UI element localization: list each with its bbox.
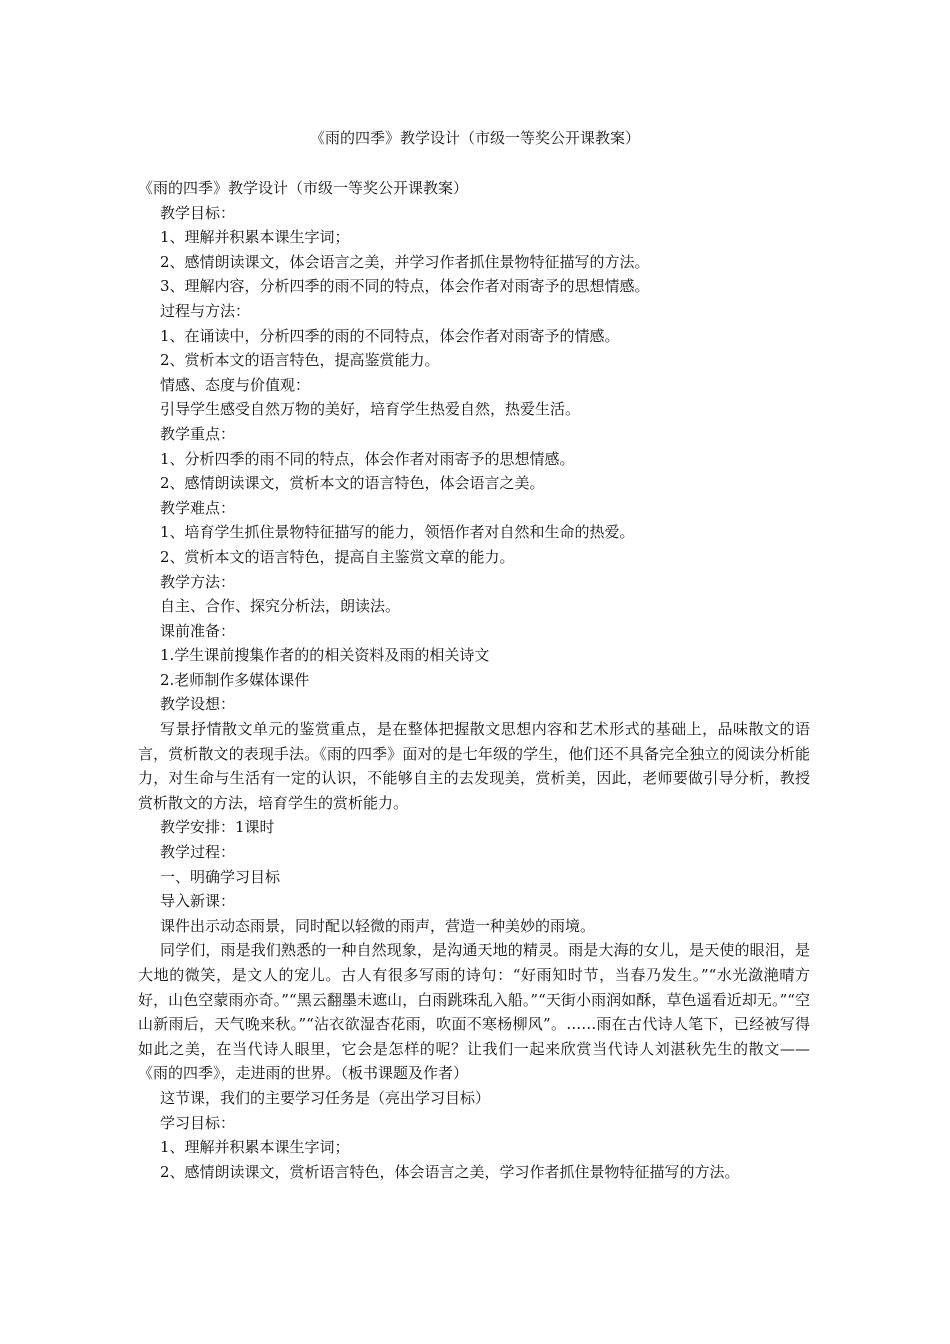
goal-item: 2、感情朗读课文，体会语言之美，并学习作者抓住景物特征描写的方法。 xyxy=(160,252,650,271)
document-heading: 《雨的四季》教学设计（市级一等奖公开课教案） xyxy=(138,179,469,197)
design-paragraph: 写景抒情散文单元的鉴赏重点，是在整体把握散文思想内容和艺术形式的基础上，品味散文的语言，赏析散文的表现手法。《雨的四季》面对的是七年级的学生，他们还不具备完全独立的阅读分析能力，对生命与生活有一定的认识，不能够自主的去发现美，赏析美，因此，老师要做引导分析，教授赏析散文的方法，培育学生的赏析能力。 xyxy=(138,720,810,812)
goal-item: 1、理解并积累本课生字词； xyxy=(160,228,350,247)
process-item: 2、赏析本文的语言特色，提高鉴赏能力。 xyxy=(160,351,440,370)
step-heading: 一、明确学习目标 xyxy=(160,867,281,886)
preparation-item: 1.学生课前搜集作者的的相关资料及雨的相关诗文 xyxy=(160,646,490,665)
page-title: 《雨的四季》教学设计（市级一等奖公开课教案） xyxy=(309,129,640,147)
key-point-item: 2、感情朗读课文，赏析本文的语言特色，体会语言之美。 xyxy=(160,474,545,493)
goal-item: 3、理解内容，分析四季的雨不同的特点，体会作者对雨寄予的思想情感。 xyxy=(160,277,650,296)
section-label-introduction: 导入新课： xyxy=(160,892,236,911)
section-label-difficulties: 教学难点： xyxy=(160,498,236,517)
section-label-learning-goals: 学习目标： xyxy=(160,1113,236,1132)
emotion-item: 引导学生感受自然万物的美好，培育学生热爱自然，热爱生活。 xyxy=(160,400,581,419)
process-item: 1、在诵读中，分析四季的雨的不同特点，体会作者对雨寄予的情感。 xyxy=(160,326,620,345)
intro-line: 课件出示动态雨景，同时配以轻微的雨声，营造一种美妙的雨境。 xyxy=(160,916,596,935)
difficulty-item: 1、培育学生抓住景物特征描写的能力，领悟作者对自然和生命的热爱。 xyxy=(160,523,635,542)
difficulty-item: 2、赏析本文的语言特色，提高自主鉴赏文章的能力。 xyxy=(160,547,515,566)
section-label-process-methods: 过程与方法： xyxy=(160,301,251,320)
key-point-item: 1、分析四季的雨不同的特点，体会作者对雨寄予的思想情感。 xyxy=(160,449,575,468)
intro-paragraph: 同学们，雨是我们熟悉的一种自然现象，是沟通天地的精灵。雨是大海的女儿，是天使的眼泪，是大地的微笑，是文人的宠儿。古人有很多写雨的诗句：“好雨知时节，当春乃发生。”“水光潋滟晴方好，山色空蒙雨亦奇。”“黑云翻墨未遮山，白雨跳珠乱入船。”“天街小雨润如酥，草色遥看近却无。”“空山新雨后，天气晚来秋。”“沾衣欲湿杏花雨，吹面不寒杨柳风”。……雨在古代诗人笔下，已经被写得如此之美，在当代诗人眼里，它会是怎样的呢？让我们一起来欣赏当代诗人刘湛秋先生的散文——《雨的四季》，走进雨的世界。（板书课题及作者） xyxy=(138,941,810,1083)
section-label-preparation: 课前准备： xyxy=(160,621,236,640)
section-label-emotion-values: 情感、态度与价值观： xyxy=(160,375,311,394)
section-label-teaching-methods: 教学方法： xyxy=(160,572,236,591)
section-label-teaching-process: 教学过程： xyxy=(160,843,236,862)
method-item: 自主、合作、探究分析法，朗读法。 xyxy=(160,597,401,616)
document-body xyxy=(138,176,810,1184)
task-line: 这节课，我们的主要学习任务是（亮出学习目标） xyxy=(160,1088,491,1107)
learning-goal-item: 1、理解并积累本课生字词； xyxy=(160,1138,350,1157)
schedule-line: 教学安排：1课时 xyxy=(160,818,275,837)
learning-goal-item: 2、感情朗读课文，赏析语言特色，体会语言之美，学习作者抓住景物特征描写的方法。 xyxy=(160,1162,740,1181)
section-label-key-points: 教学重点： xyxy=(160,424,236,443)
preparation-item: 2.老师制作多媒体课件 xyxy=(160,670,310,689)
section-label-teaching-design: 教学设想： xyxy=(160,695,236,714)
section-label-teaching-goals: 教学目标： xyxy=(160,203,236,222)
